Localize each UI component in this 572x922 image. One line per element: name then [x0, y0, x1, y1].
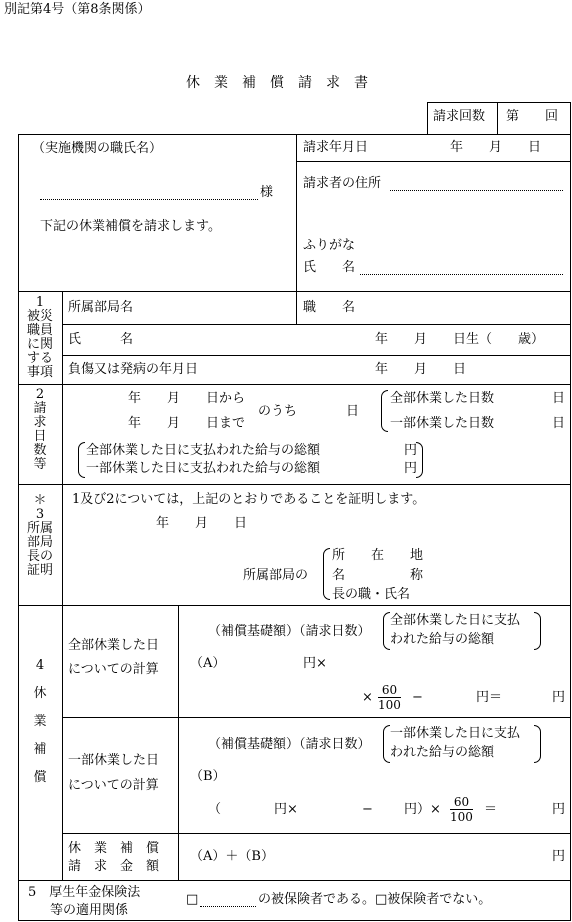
b-eq: ＝: [484, 802, 498, 817]
request-count-label: 請求回数: [433, 109, 486, 124]
b-open: （: [208, 802, 222, 817]
partial-salary-label: 一部休業した日に支払われた給与の総額: [86, 461, 321, 476]
total-formula: （A）＋（B）: [190, 849, 274, 864]
partial-salary-yen: 円: [404, 461, 418, 476]
a-yen: 円: [552, 690, 566, 705]
injury-date-label: 負傷又は発病の年月日: [68, 362, 199, 377]
section1-label: 1 被災 職員 に関 する 事項: [26, 295, 53, 380]
furigana-label: ふりがな: [303, 238, 356, 253]
cert-text: 1及び2については，上記のとおりであることを証明します。: [72, 492, 426, 507]
partial-calc-label-1: 一部休業した日: [68, 753, 160, 768]
uchi-label: のうち: [258, 404, 298, 419]
total-label-2: 請 求 金 額: [68, 859, 160, 874]
sama-label: 様: [260, 185, 274, 200]
b-label: （B）: [190, 769, 226, 784]
dept-prefix: 所属部局の: [243, 568, 309, 583]
section5-label-2: 等の適用関係: [50, 903, 129, 918]
victim-name-label: 氏 名: [68, 332, 134, 347]
a-fraction: $\frac{60}{100}$: [378, 683, 401, 712]
dept-place: 所 在 地: [332, 548, 424, 563]
b-yen: 円: [552, 802, 566, 817]
b-yen-times: 円×: [274, 802, 298, 817]
page-title: 休 業 補 償 請 求 書: [186, 75, 368, 91]
post-label: 職 名: [303, 300, 356, 315]
full-salary-a-2: われた給与の総額: [390, 632, 495, 647]
dept-label: 所属部局名: [68, 300, 134, 315]
dept-name: 名 称: [332, 568, 424, 583]
base-amount-b: （補償基礎額）（請求日数）: [208, 737, 371, 752]
full-salary-a-1: 全部休業した日に支払: [390, 613, 521, 628]
base-amount-a: （補償基礎額）（請求日数）: [208, 624, 371, 639]
paren-close: [416, 442, 423, 478]
total-label-1: 休 業 補 償: [68, 841, 160, 856]
full-days-label: 全部休業した日数: [390, 391, 495, 406]
agency-label: （実施機関の職氏名）: [32, 141, 163, 156]
b-minus: −: [362, 802, 373, 817]
paren-b-close: [534, 725, 541, 763]
a-yen-eq: 円＝: [476, 690, 503, 705]
name-field[interactable]: [360, 274, 563, 275]
partial-salary-b-2: われた給与の総額: [390, 745, 495, 760]
full-salary-yen: 円: [404, 443, 418, 458]
full-calc-label-1: 全部休業した日: [68, 638, 160, 653]
b-yen-close: 円）×: [404, 802, 441, 817]
period-to: 年 月 日まで: [128, 416, 246, 431]
paren-b-open: [383, 725, 390, 763]
brace-open: [381, 390, 388, 432]
period-from: 年 月 日から: [128, 391, 246, 406]
address-label: 請求者の住所: [303, 176, 382, 191]
section5-label-1: 5 厚生年金保険法: [28, 885, 141, 900]
b-fraction: $\frac{60}{100}$: [450, 795, 473, 824]
full-salary-label: 全部休業した日に支払われた給与の総額: [86, 443, 321, 458]
paren-a-open: [383, 612, 390, 650]
request-count-field[interactable]: 第 回: [506, 109, 559, 124]
paren-a-close: [534, 612, 541, 650]
section2-label: 2 請 求 日 数 等: [33, 387, 47, 472]
insured-text: の被保険者である。□被保険者でない。: [258, 892, 492, 907]
a-minus: −: [412, 690, 423, 705]
full-calc-label-2: についての計算: [68, 662, 159, 677]
name-label: 氏 名: [303, 260, 356, 275]
section3-label: ＊ 3 所属 部局 長の 証明: [26, 493, 53, 578]
a-yen-times: 円×: [303, 656, 327, 671]
section4-label: 4 休 業 補 償: [33, 658, 47, 785]
cert-date[interactable]: 年 月 日: [156, 516, 248, 531]
dept-brace: [323, 548, 330, 600]
address-field[interactable]: [390, 190, 563, 191]
partial-salary-b-1: 一部休業した日に支払: [390, 726, 521, 741]
birth-field[interactable]: 年 月 日生（ 歳）: [375, 332, 545, 347]
request-date-field[interactable]: 年 月 日: [450, 140, 542, 155]
form-number: 別記第4号（第8条関係）: [4, 2, 151, 17]
insured-law-field[interactable]: [200, 906, 256, 907]
partial-calc-label-2: についての計算: [68, 778, 159, 793]
partial-days-label: 一部休業した日数: [390, 416, 495, 431]
a-label: （A）: [190, 656, 226, 671]
total-yen[interactable]: 円: [552, 849, 566, 864]
a-times: ×: [362, 690, 373, 705]
request-date-label: 請求年月日: [303, 140, 369, 155]
paren-open: [78, 442, 85, 478]
partial-days-unit: 日: [552, 416, 566, 431]
insured-checkbox[interactable]: □: [186, 892, 199, 907]
dept-chief: 長の職・氏名: [332, 587, 411, 602]
request-text: 下記の休業補償を請求します。: [40, 219, 221, 234]
full-days-unit: 日: [552, 391, 566, 406]
injury-date-field[interactable]: 年 月 日: [375, 362, 467, 377]
days-unit: 日: [346, 404, 360, 419]
